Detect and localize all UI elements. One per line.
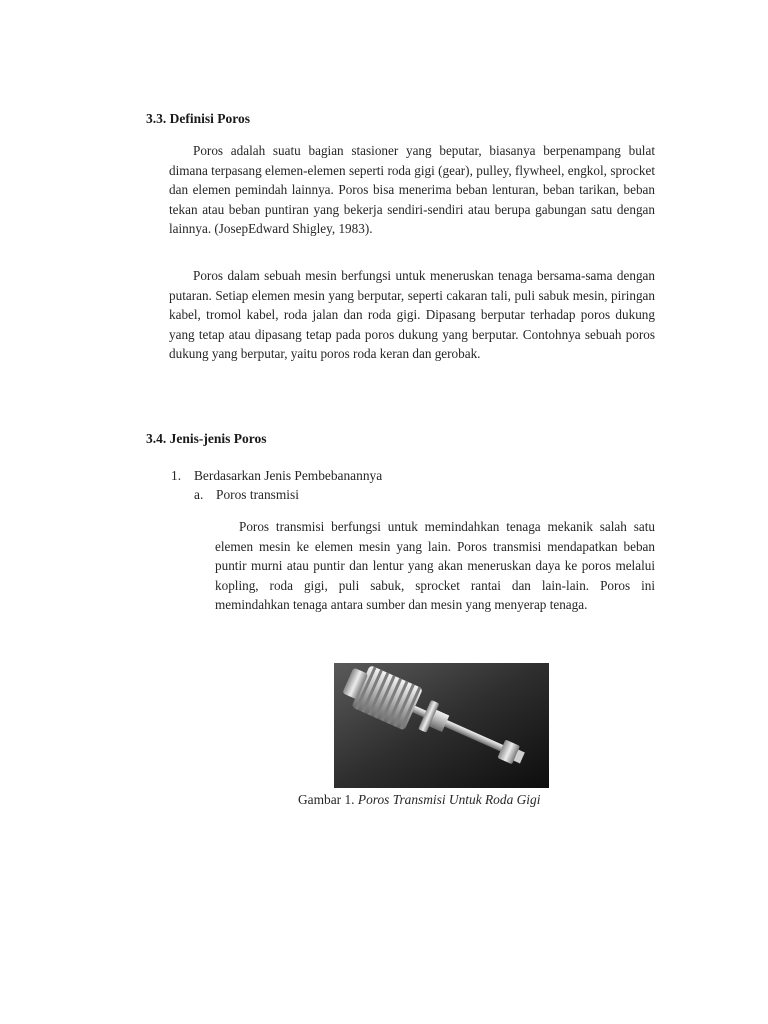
section-heading-jenis-poros: 3.4. Jenis-jenis Poros xyxy=(146,431,267,446)
list-number-1: 1. xyxy=(171,468,182,483)
shaft-photo xyxy=(334,663,549,788)
paragraph-poros-transmisi: Poros transmisi berfungsi untuk memindahkan tenaga mekanik salah satu elemen mesin ke elemen mesin yang lain. Poros transmisi mendapatkan beban puntir murni atau puntir dan lentur yang akan meneruskan daya ke poros melalui kopling, roda gigi, puli sabuk, sprocket rantai dan lain-lain. Poros ini memindahkan tenaga antara sumber dan mesin yang menyerap tenaga. xyxy=(215,519,655,613)
list-item-pembebanan: Berdasarkan Jenis Pembebanannya xyxy=(194,468,383,483)
paragraph-definisi-2: Poros dalam sebuah mesin berfungsi untuk meneruskan tenaga bersama-sama dengan putaran. Setiap elemen mesin yang berputar, seperti cakaran tali, puli sabuk mesin, piringan kabel, tromol kabel, roda jalan dan roda gigi. Dipasang berputar terhadap poros dukung yang tetap atau dipasang tetap pada poros dukung yang berputar. Contohnya sebuah poros dukung yang berputar, yaitu poros roda keran dan gerobak. xyxy=(169,268,655,362)
caption-title: Poros Transmisi Untuk Roda Gigi xyxy=(357,792,541,807)
figure-caption xyxy=(298,792,598,808)
sublist-item-poros-transmisi: Poros transmisi xyxy=(216,487,299,502)
paragraph-definisi-1: Poros adalah suatu bagian stasioner yang beputar, biasanya berpenampang bulat dimana terpasang elemen-elemen seperti roda gigi (gear), pulley, flywheel, engkol, sprocket dan elemen pemindah lainnya. Poros bisa menerima beban lenturan, beban tarikan, beban tekan atau beban puntiran yang bekerja sendiri-sendiri atau berupa gabungan satu dengan lainnya. (JosepEdward Shigley, 1983). xyxy=(169,143,655,237)
caption-prefix: Gambar 1. xyxy=(298,792,355,807)
sublist-letter-a: a. xyxy=(194,487,204,502)
shaft-illustration xyxy=(334,663,549,788)
section-heading-definisi-poros: 3.3. Definisi Poros xyxy=(146,111,250,126)
